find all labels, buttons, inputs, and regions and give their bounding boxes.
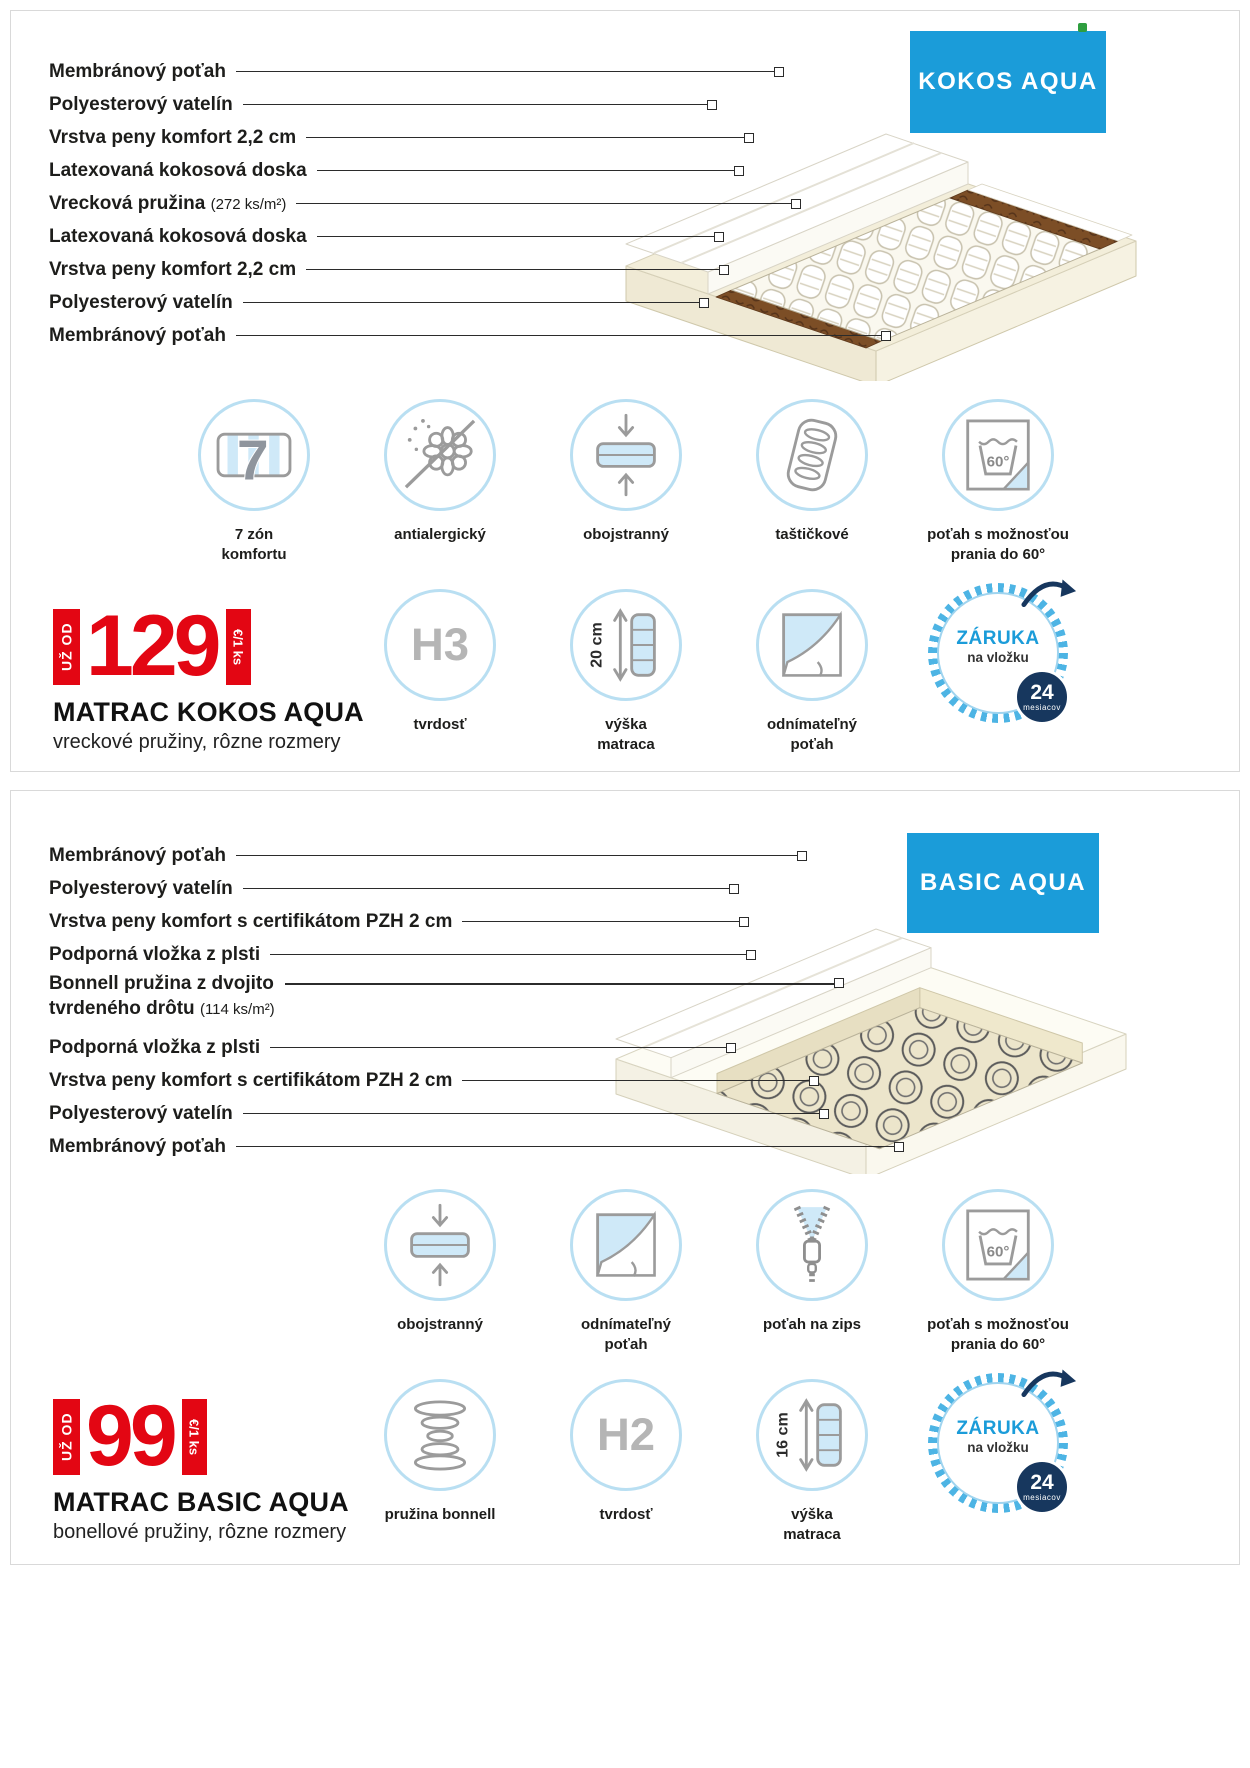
warranty-months: 24 mesiacov — [1014, 669, 1070, 725]
leader-line — [306, 137, 744, 139]
layer-marker — [881, 331, 891, 341]
layer-label-note: (272 ks/m²) — [210, 195, 287, 213]
product-panel-basic-aqua — [10, 790, 1240, 1565]
feature-label: výška matraca — [597, 716, 655, 753]
mattress-height-icon — [570, 589, 682, 701]
wash-60-icon — [942, 399, 1054, 511]
leader-line — [462, 921, 739, 923]
layer-label: Latexovaná kokosová doska — [49, 159, 307, 181]
price-value: 129 — [86, 598, 218, 694]
feature-label: poťah s možnosťou prania do 60° — [927, 526, 1069, 563]
two-sided-icon — [384, 1189, 496, 1301]
layer-label: Podporná vložka z plsti — [49, 1036, 261, 1058]
layer-label-row — [49, 253, 729, 286]
layer-label-note: (114 ks/m²) — [199, 1001, 275, 1019]
layer-label: Vrstva peny komfort s certifikátom PZH 2 cm — [49, 1069, 453, 1091]
layer-label: Polyesterový vatelín — [49, 291, 233, 313]
feature-zipper — [728, 1189, 896, 1354]
svg-text:H3: H3 — [410, 619, 470, 671]
feature-hardness — [542, 1379, 710, 1544]
mattress-height-icon — [756, 1379, 868, 1491]
price-unit: €/1 ks — [226, 609, 251, 685]
layer-marker — [797, 851, 807, 861]
layer-marker — [834, 978, 844, 988]
layer-marker — [791, 199, 801, 209]
layer-marker — [746, 950, 756, 960]
leader-line — [236, 71, 774, 73]
layer-label-row — [49, 220, 724, 253]
feature-two-sided — [356, 1189, 524, 1354]
product-panel-kokos-aqua — [10, 10, 1240, 772]
price-prefix: UŽ OD — [53, 1399, 80, 1475]
warranty-title: ZÁRUKA — [956, 1417, 1040, 1439]
layer-labels — [49, 839, 904, 1163]
layer-label-row — [49, 55, 784, 88]
price-block — [53, 1388, 393, 1544]
feature-removable-cover — [542, 1189, 710, 1354]
layer-label-row — [49, 938, 756, 971]
feature-washable-60 — [914, 1189, 1082, 1354]
wash-60-icon — [942, 1189, 1054, 1301]
layer-marker — [894, 1142, 904, 1152]
layer-label: Membránový poťah — [49, 1135, 226, 1157]
warranty-badge — [928, 1373, 1068, 1513]
feature-height — [542, 589, 710, 754]
feature-label: tvrdosť — [413, 716, 467, 733]
svg-text:H2: H2 — [596, 1409, 656, 1461]
warranty-arrow-icon — [1020, 571, 1078, 615]
layer-label: Membránový poťah — [49, 324, 226, 346]
layer-label: Podporná vložka z plsti — [49, 943, 261, 965]
leader-line — [243, 888, 729, 890]
leader-line — [236, 335, 881, 337]
price-row — [53, 1388, 393, 1484]
feature-row-1 — [356, 1189, 1082, 1354]
feature-removable-cover — [728, 589, 896, 754]
layer-marker — [819, 1109, 829, 1119]
layer-marker — [729, 884, 739, 894]
product-badge: BASIC AQUA — [907, 833, 1099, 933]
feature-label: výška matraca — [783, 1506, 841, 1543]
layer-label: Vrstva peny komfort 2,2 cm — [49, 126, 297, 148]
leader-line — [243, 1113, 819, 1115]
leader-line — [243, 104, 707, 106]
bonnell-spring-icon — [384, 1379, 496, 1491]
layer-marker — [734, 166, 744, 176]
leader-line — [270, 1047, 726, 1049]
hardness-icon — [384, 589, 496, 701]
product-description: vreckové pružiny, rôzne rozmery — [53, 731, 341, 753]
layer-label: Membránový poťah — [49, 60, 226, 82]
feature-7-zones — [170, 399, 338, 564]
leader-line — [296, 203, 791, 205]
layer-marker — [774, 67, 784, 77]
feature-label: pružina bonnell — [384, 1506, 496, 1523]
layer-label-row — [49, 1130, 904, 1163]
layer-marker — [714, 232, 724, 242]
corner-dot — [1078, 23, 1087, 32]
layer-label: Bonnell pružina z dvojito tvrdeného drôtu (114 ks/m²) — [49, 973, 275, 1020]
feature-label: obojstranný — [397, 1316, 483, 1333]
feature-label: antialergický — [394, 526, 486, 543]
layer-labels — [49, 55, 891, 352]
feature-row-1 — [170, 399, 1082, 564]
antiallergic-icon — [384, 399, 496, 511]
leader-line — [270, 954, 746, 956]
feature-washable-60 — [914, 399, 1082, 564]
warranty-badge — [928, 583, 1068, 723]
layer-marker — [707, 100, 717, 110]
layer-label-row — [49, 872, 739, 905]
layer-label-row — [49, 839, 807, 872]
layer-label: Polyesterový vatelín — [49, 1102, 233, 1124]
feature-label: 7 zón komfortu — [221, 526, 287, 563]
feature-row-2 — [356, 589, 1082, 754]
feature-label: taštičkové — [775, 526, 849, 543]
svg-text:60°: 60° — [986, 453, 1010, 471]
price-row — [53, 598, 393, 694]
warranty-arrow-icon — [1020, 1361, 1078, 1405]
layer-label-row — [49, 1064, 819, 1097]
feature-warranty — [914, 589, 1082, 754]
layer-label: Vrecková pružina (272 ks/m²) — [49, 192, 287, 214]
removable-cover-icon — [756, 589, 868, 701]
layer-marker — [739, 917, 749, 927]
hardness-icon — [570, 1379, 682, 1491]
leader-line — [236, 1146, 894, 1148]
leader-line — [317, 170, 734, 172]
leader-line — [306, 269, 719, 271]
price-prefix: UŽ OD — [53, 609, 80, 685]
layer-marker — [699, 298, 709, 308]
leader-line — [462, 1080, 809, 1082]
feature-row-2 — [356, 1379, 1082, 1544]
product-name: MATRAC KOKOS AQUA — [53, 697, 364, 727]
layer-label-row — [49, 319, 891, 352]
layer-marker — [809, 1076, 819, 1086]
removable-cover-icon — [570, 1189, 682, 1301]
feature-label: odnímateľný poťah — [581, 1316, 671, 1353]
warranty-subtitle: na vložku — [967, 649, 1029, 665]
layer-marker — [719, 265, 729, 275]
leader-line — [285, 983, 834, 985]
warranty-months: 24 mesiacov — [1014, 1459, 1070, 1515]
svg-text:20 cm: 20 cm — [587, 622, 606, 668]
feature-warranty — [914, 1379, 1082, 1544]
svg-text:60°: 60° — [986, 1243, 1010, 1261]
layer-label-row — [49, 905, 749, 938]
product-name: MATRAC BASIC AQUA — [53, 1487, 349, 1517]
price-block — [53, 598, 393, 754]
svg-text:16 cm: 16 cm — [773, 1412, 792, 1458]
feature-label: tvrdosť — [599, 1506, 653, 1523]
layer-label: Vrstva peny komfort s certifikátom PZH 2 cm — [49, 910, 453, 932]
feature-antiallergic — [356, 399, 524, 564]
layer-label: Vrstva peny komfort 2,2 cm — [49, 258, 297, 280]
layer-label-row — [49, 971, 844, 1031]
feature-label: poťah na zips — [762, 1316, 862, 1333]
leader-line — [236, 855, 797, 857]
zipper-icon — [756, 1189, 868, 1301]
feature-label: obojstranný — [583, 526, 669, 543]
layer-label: Polyesterový vatelín — [49, 877, 233, 899]
layer-label-row — [49, 121, 754, 154]
pocket-spring-icon — [756, 399, 868, 511]
layer-label: Latexovaná kokosová doska — [49, 225, 307, 247]
layer-marker — [744, 133, 754, 143]
layer-marker — [726, 1043, 736, 1053]
price-value: 99 — [86, 1388, 174, 1484]
product-description: bonellové pružiny, rôzne rozmery — [53, 1521, 347, 1543]
feature-height — [728, 1379, 896, 1544]
layer-label: Membránový poťah — [49, 844, 226, 866]
warranty-title: ZÁRUKA — [956, 627, 1040, 649]
layer-label: Polyesterový vatelín — [49, 93, 233, 115]
leader-line — [243, 302, 699, 304]
feature-pocket-springs — [728, 399, 896, 564]
layer-label-row — [49, 286, 709, 319]
warranty-subtitle: na vložku — [967, 1439, 1029, 1455]
product-badge: KOKOS AQUA — [910, 31, 1106, 133]
two-sided-icon — [570, 399, 682, 511]
feature-two-sided — [542, 399, 710, 564]
seven-zones-icon — [198, 399, 310, 511]
feature-label: odnímateľný poťah — [767, 716, 857, 753]
layer-label-row — [49, 154, 744, 187]
svg-text:7: 7 — [236, 429, 269, 493]
feature-label: poťah s možnosťou prania do 60° — [927, 1316, 1069, 1353]
layer-label-row — [49, 1031, 736, 1064]
layer-label-row — [49, 1097, 829, 1130]
price-unit: €/1 ks — [182, 1399, 207, 1475]
layer-label-row — [49, 187, 801, 220]
layer-label-row — [49, 88, 717, 121]
leader-line — [317, 236, 714, 238]
